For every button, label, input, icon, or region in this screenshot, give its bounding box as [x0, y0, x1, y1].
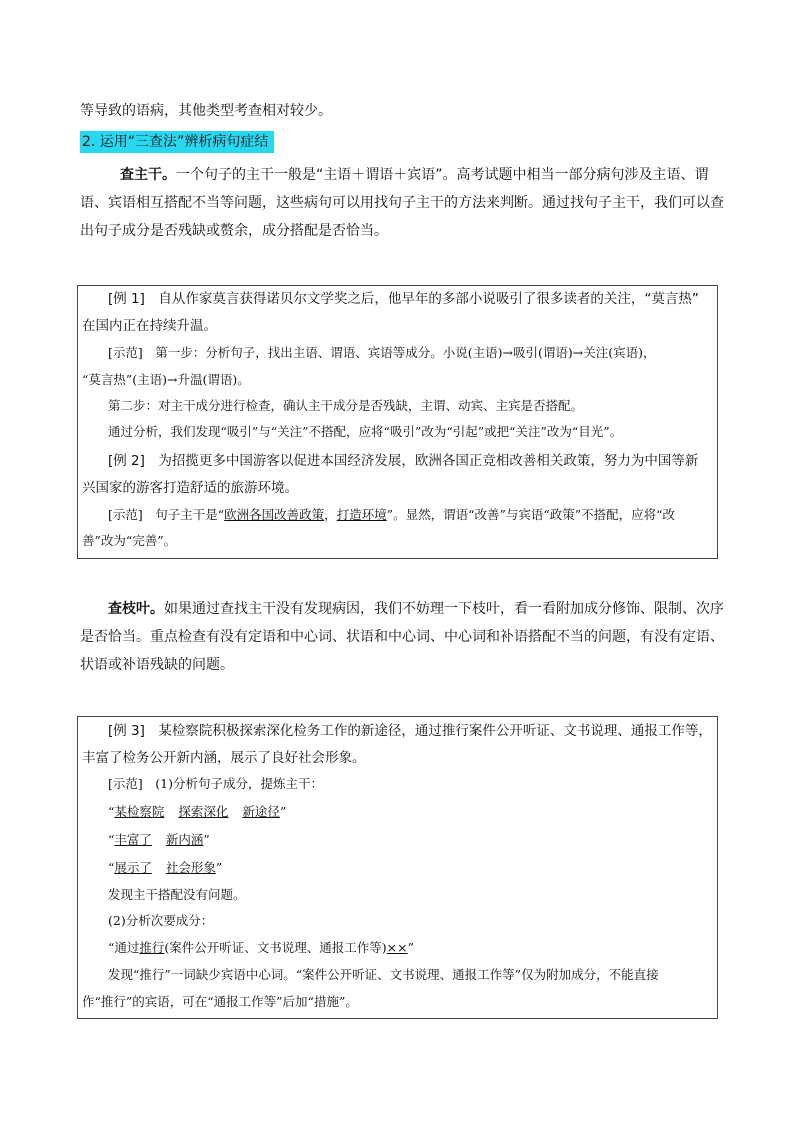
example-box-2: [77, 716, 718, 1019]
p1-line-2: 语、宾语相互搭配不当等问题，这些病句可以用找句子主干的方法来判断。通过找句子主干，我们可以查: [80, 195, 724, 211]
term-check-subject: 查主干。: [120, 167, 176, 183]
example-3-line-2: 丰富了检务公开新内涵，展示了良好社会形象。: [82, 750, 366, 766]
example-1-line-2: 在国内正在持续升温。: [82, 318, 217, 334]
solution-3-line-5: 发现“推行”一词缺少宾语中心词。“案件公开听证、文书说理、通报工作等”仅为附加成分，不能直接: [108, 967, 659, 982]
example-1-line-1: [例 1] 自从作家莫言获得诺贝尔文学奖之后，他早年的多部小说吸引了很多读者的关注，“莫言热”: [108, 291, 699, 307]
p2-line-1: 如果通过查找主干没有发现病因，我们不妨理一下枝叶，看一看附加成分修饰、限制、次序: [164, 601, 724, 617]
solution-2-line-2: 善”改为“完善”。: [82, 533, 177, 548]
solution-1-line-1: [示范] 第一步：分析句子，找出主语、谓语、宾语等成分。小说(主语)→吸引(谓语)→关注(宾语)，: [108, 345, 656, 360]
trunk-group-3: “展示了 社会形象”: [108, 860, 223, 875]
example-3-line-1: [例 3] 某检察院积极探索深化检务工作的新途径，通过推行案件公开听证、文书说理、通报工作等，: [108, 723, 712, 739]
underlined-subject: 欧洲各国改善政策: [224, 507, 325, 522]
p1-line-1: 一个句子的主干一般是“主语＋谓语＋宾语”。高考试题中相当一部分病句涉及主语、谓: [176, 167, 709, 183]
section-heading: 2. 运用“三查法”辨析病句症结: [80, 131, 274, 153]
check-subject-paragraph: [80, 161, 724, 245]
solution-2-line-1: [示范] 句子主干是“欧洲各国改善政策，打造环境”。显然，谓语“改善”与宾语“政策”不搭配，应将“改: [108, 507, 676, 522]
underlined-predicate: 打造环境: [336, 507, 387, 522]
example-2-line-1: [例 2] 为招揽更多中国游客以促进本国经济发展，欧洲各国正竞相改善相关政策，努力为中国等新: [108, 453, 699, 469]
solution-3-line-4: “通过推行(案件公开听证、文书说理、通报工作等)××”: [108, 940, 415, 955]
trunk-group-1: “某检察院 探索深化 新途径”: [108, 804, 287, 819]
intro-paragraph: [80, 97, 720, 125]
trunk-group-2: “丰富了 新内涵”: [108, 832, 210, 847]
solution-1-line-2: “莫言热”(主语)→升温(谓语)。: [82, 372, 250, 387]
solution-3-line-1: [示范] (1)分析句子成分，提炼主干：: [108, 776, 323, 791]
solution-1-line-3: 第二步：对主干成分进行检查，确认主干成分是否残缺，主谓、动宾、主宾是否搭配。: [108, 398, 584, 413]
p1-line-3: 出句子成分是否残缺或赘余，成分搭配是否恰当。: [80, 223, 388, 239]
example-box-1: [77, 285, 718, 559]
intro-line: 等导致的语病，其他类型考查相对较少。: [80, 103, 332, 119]
p2-line-3: 状语或补语残缺的问题。: [80, 657, 234, 673]
example-2-line-2: 兴国家的游客打造舒适的旅游环境。: [82, 480, 298, 496]
solution-3-line-3: (2)分析次要成分：: [108, 913, 214, 928]
term-check-branches: 查枝叶。: [108, 601, 164, 617]
solution-3-line-2: 发现主干搭配没有问题。: [108, 887, 246, 902]
p2-line-2: 是否恰当。重点检查有没有定语和中心词、状语和中心词、中心词和补语搭配不当的问题，有没有定语、: [80, 629, 724, 645]
solution-1-line-4: 通过分析，我们发现“吸引”与“关注”不搭配，应将“吸引”改为“引起”或把“关注”改为“目光”。: [108, 424, 623, 439]
solution-3-line-6: 作“推行”的宾语，可在“通报工作等”后加“措施”。: [82, 994, 358, 1009]
check-branches-paragraph: [80, 595, 724, 679]
